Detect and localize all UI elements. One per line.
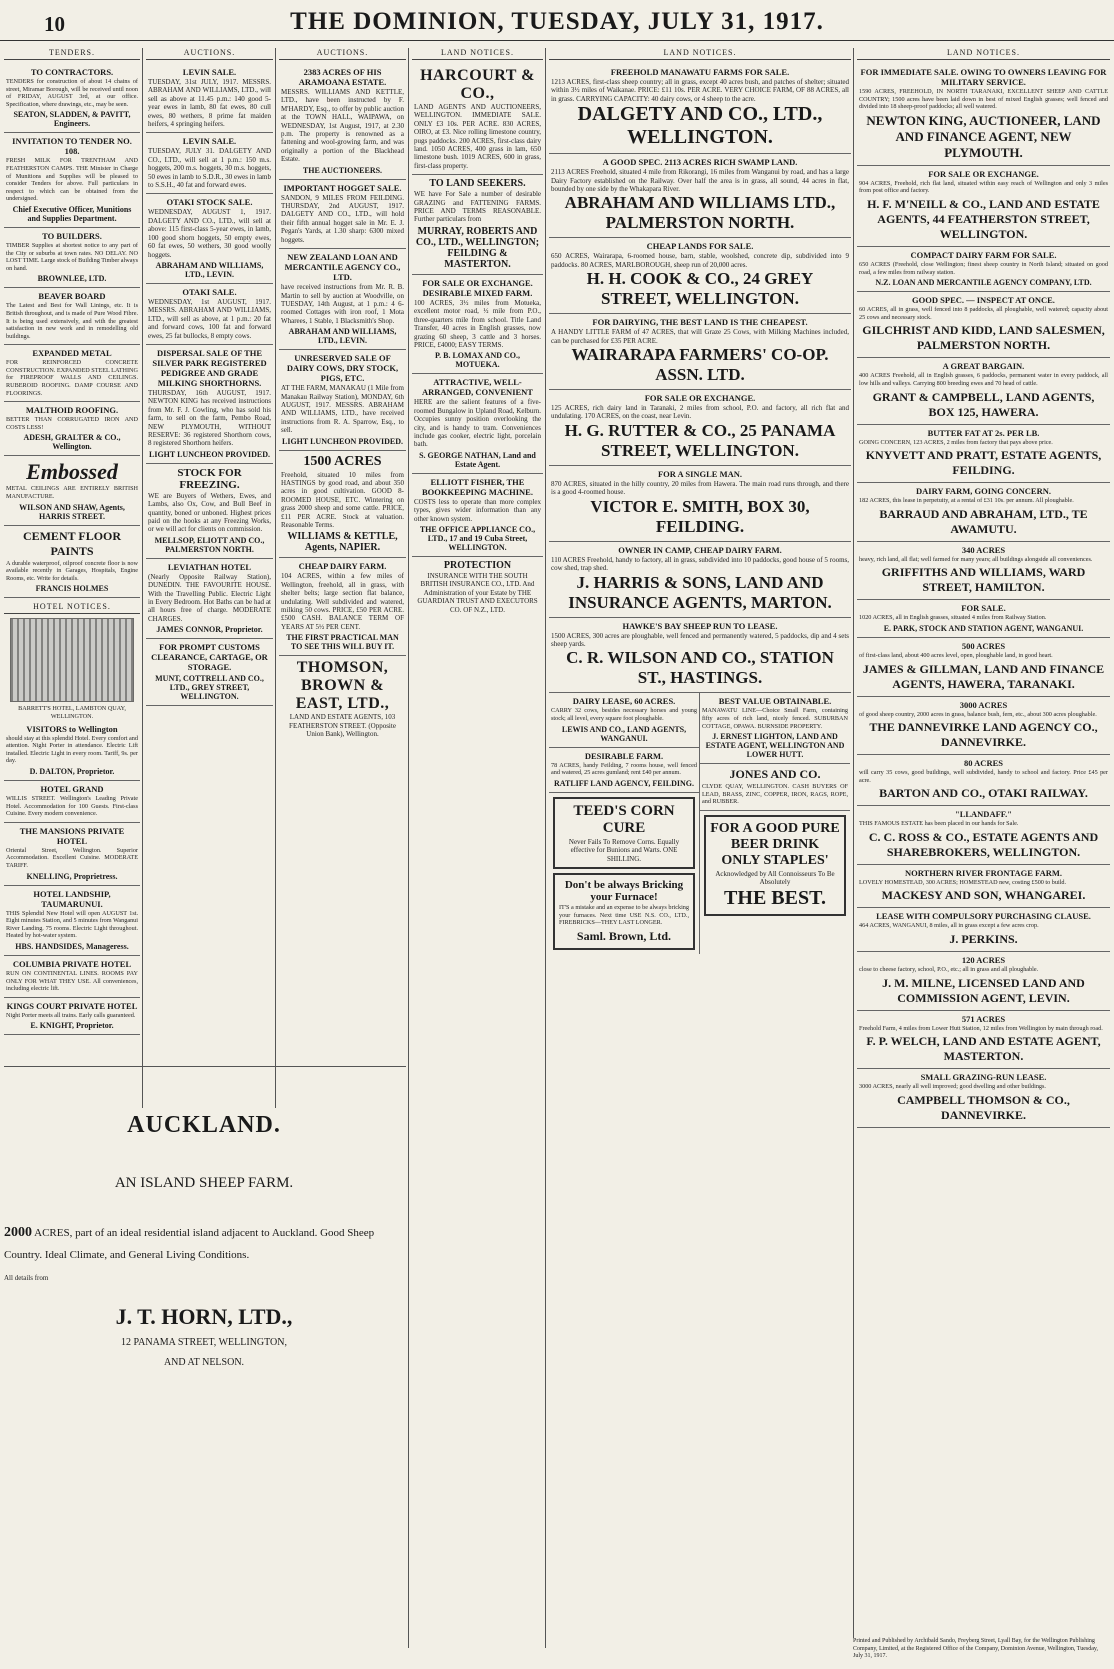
ad-heading: DESIRABLE FARM. xyxy=(584,750,664,761)
ad xyxy=(412,175,543,275)
ad xyxy=(279,558,406,656)
ad-text: 650 ACRES, Wairarapa, 6-roomed house, barn, stable, woolshed, concrete dip, subdivided into 9 paddocks. 80 ACRES, MARLBOROUGH, sheep run of 20,000 acres. xyxy=(551,252,849,269)
ad-heading: SMALL GRAZING-RUN LEASE. xyxy=(920,1072,1047,1083)
ad-text: MESSRS. WILLIAMS AND KETTLE, LTD., have been instructed by F. M'HARDY, Esq., to offer by public auction at the TOWN HALL, WAIPAWA, on WEDNESDAY, 1st August, 1917, at 2.30 p.m. The property is renowned as a fattening and wool-growing farm, and was originally a portion of the Blackhead Estate. xyxy=(281,88,404,164)
ad-display-heading: J. HARRIS & SONS, LAND AND INSURANCE AGENTS, MARTON. xyxy=(568,572,832,612)
ad xyxy=(4,228,140,288)
ad-text: 3000 ACRES, nearly all well improved; good dwelling and other buildings. xyxy=(859,1083,1046,1091)
ad-text: THIS FAMOUS ESTATE has been placed in our hands for Sale. xyxy=(859,820,1019,828)
ad-corn-cure xyxy=(553,797,695,869)
ad xyxy=(4,402,140,456)
ad-signature: ABRAHAM AND WILLIAMS, LTD., LEVIN. xyxy=(155,260,264,279)
ad-text: TIMBER Supplies at shortest notice to any part of the City or suburbs at town rates. NO DELAY. NO LOST TIME. Large stock of Building Timber always on hand. xyxy=(6,241,138,272)
ad-heading: PROTECTION xyxy=(443,559,512,571)
ad-subcolumn xyxy=(700,693,850,953)
ad-auckland-sheep-farm xyxy=(4,1112,404,1370)
ad-signature: CAMPBELL THOMSON & CO., DANNEVIRKE. xyxy=(897,1092,1070,1122)
ad-signature: MURRAY, ROBERTS AND CO., LTD., WELLINGTON; FEILDING & MASTERTON. xyxy=(415,225,540,270)
ad xyxy=(279,249,406,350)
ad xyxy=(412,374,543,473)
ad-text: 1500 ACRES, 300 acres are ploughable, well fenced and permanently watered, 5 paddocks, dip and 4 sets sheep yards. xyxy=(551,631,849,648)
ad-heading: JONES AND CO. xyxy=(729,767,821,782)
ad-display-heading: WAIRARAPA FARMERS' CO-OP. ASSN. LTD. xyxy=(571,345,829,385)
column-header: LAND NOTICES. xyxy=(412,48,543,60)
ad xyxy=(146,639,273,706)
ad-text: 60 ACRES, all in grass, well fenced into 8 paddocks, all ploughable, well watered; capacity about 25 cows and necessary stock. xyxy=(859,306,1108,321)
ad-signature: Saml. Brown, Ltd. xyxy=(576,928,672,943)
ad-signature: RATLIFF LAND AGENCY, FEILDING. xyxy=(554,778,694,788)
ad-signature: ADESH, GRALTER & CO., Wellington. xyxy=(23,433,121,452)
ad-text: Acknowledged by All Connoisseurs To Be Absolutely xyxy=(715,869,835,887)
ad-text: 1213 ACRES, first-class sheep country; all in grass, except 40 acres bush, and patches of shelter; situated within 3½ miles of Waikanae. PRICE: £11 10s. PER ACRE. VERY CHOICE FARM, OF 88 ACRES, all in grass. CARRYING CAPACITY: 40 dairy cows, or 4 sheep to the acre. xyxy=(551,78,849,103)
ad-signature: THE AUCTIONEERS. xyxy=(302,165,383,175)
ad-heading: COMPACT DAIRY FARM FOR SALE. xyxy=(910,249,1057,260)
ad-heading: VISITORS to Wellington xyxy=(26,723,118,734)
ad-details-note: All details from xyxy=(4,1274,49,1282)
ad-heading: FOR DAIRYING, THE BEST LAND IS THE CHEAPEST. xyxy=(592,317,808,328)
ad-signature: MELLSOP, ELIOTT AND CO., PALMERSTON NORTH. xyxy=(154,535,265,554)
ad-text: THURSDAY, 16th AUGUST, 1917. NEWTON KING has received instructions from Mr. F. J. Cowling, who has sold his farm, to sell on the farm, Pembo Road, NEW PLYMOUTH, WITHOUT RESERVE: 36 registered Shorthorn cows, 8 registered Shorthorn heifers. xyxy=(148,388,271,448)
ad xyxy=(146,345,273,464)
ad-text: METAL CEILINGS ARE ENTIRELY BRITISH MANUFACTURE. xyxy=(6,485,138,501)
ad-signature: THE OFFICE APPLIANCE CO., LTD., 17 and 19 Cuba Street, WELLINGTON. xyxy=(419,524,536,552)
ad xyxy=(279,451,406,559)
ad xyxy=(412,275,543,374)
column-rule xyxy=(408,48,409,1648)
ad xyxy=(549,466,851,542)
ad-text: LAND AGENTS AND AUCTIONEERS, WELLINGTON. IMMEDIATE SALE. ONLY £3 10s. PER ACRE. 830 ACRES, OIRO, at £3. Nice rolling limestone country, pugs paddocks. 200 ACRES, first-class dairy land. 1050 ACRES, 400 grass in lam, 650 limestone bush. 1019 ACRES, 600 in grass, first-class property. xyxy=(414,103,541,170)
ad-text: TUESDAY, JULY 31. DALGETY AND CO., LTD., will sell at 1 p.m.: 150 m.s. hoggets, 200 m.s. hoggets, 30 m.s. hoggets, 50 ewes in lamb to S.D.R., 30 ewes in lamb to S.S.H., 40 fat and forward ewes. xyxy=(148,147,271,190)
ad-heading: FOR SALE OR EXCHANGE. xyxy=(928,168,1039,179)
ad-text: LAND AND ESTATE AGENTS, 103 FEATHERSTON STREET. (Opposite Union Bank), Wellington. xyxy=(289,713,396,739)
ad-text: The Latest and Best for Wall Linings, etc. It is British throughout, and is made of Pure Wood Fibre. It is being used extensively, and with the greatest satisfaction in new work and in remodelling old buildings. xyxy=(6,302,138,340)
ad-signature: FRANCIS HOLMES xyxy=(35,584,109,594)
ad-signature: KNELLING, Proprietress. xyxy=(26,871,118,881)
ad-text: AT THE FARM, MANAKAU (1 Mile from Manakau Railway Station), MONDAY, 6th AUGUST, 1917. MESSRS. ABRAHAM AND WILLIAMS, LTD., have received instructions from R. A. Sparrow, Esq., to sell. xyxy=(281,384,404,435)
ad-text: Freehold, situated 10 miles from HASTINGS by good road, and about 350 acres in good cultivation. GOOD 8-ROOMED HOUSE, ETC. Wintering on grass 2000 sheep and some cattle. PRICE, £11 PER ACRE. Stock at valuation. Reasonable Terms. xyxy=(281,470,404,529)
ad-text: FRESH MILK FOR TRENTHAM AND FEATHERSTON CAMPS. THE Minister in Charge of Munitions and Supplies will be pleased to consider Tenders for above. Full particulars in respect to which can be obtained from the undersigned. xyxy=(6,157,138,203)
ad-heading: COLUMBIA PRIVATE HOTEL xyxy=(12,958,132,969)
ad xyxy=(4,781,140,823)
ad xyxy=(857,638,1110,697)
ad xyxy=(857,425,1110,484)
ad-text: THIS Splendid New Hotel will open AUGUST 1st. Eight minutes Station, and 5 minutes from Wanganui River Landing. 75 rooms. Electric Light throughout. Heated by hot-water system. xyxy=(6,909,138,940)
ad-signature: SEATON, SLADDEN, & PAVITT, Engineers. xyxy=(13,110,131,129)
ad-text: WEDNESDAY, AUGUST 1, 1917. DALGETY AND CO., LTD., will sell at above: 115 first-class 5-year ewes, in lamb, 100 good shorn hoggets, 50 empty ewes, 60 fat ewes, 50 wethers, 30 good woolly hoggets. xyxy=(148,208,271,259)
paper-title: THE DOMINION, TUESDAY, JULY 31, 1917. xyxy=(290,8,824,35)
ad-heading: FOR PROMPT CUSTOMS CLEARANCE, CARTAGE, OR STORAGE. xyxy=(151,642,268,673)
ad xyxy=(4,345,140,402)
ad-text: of first-class land, about 400 acres level, open, ploughable land, in good heart. xyxy=(859,651,1053,659)
ad-signature: D. DALTON, Proprietor. xyxy=(29,766,115,776)
ad-heading: FOR SALE. xyxy=(961,603,1006,614)
ad-heading: A GREAT BARGAIN. xyxy=(942,361,1025,372)
column-tenders xyxy=(4,48,140,1108)
ad-text: MANAWATU LINE—Choice Small Farm, containing fifty acres of rich land, nicely fenced. SUBURBAN COTTAGE, OPAWA. BURNSIDE PROPERTY. xyxy=(702,707,848,730)
ad-heading: STOCK FOR FREEZING. xyxy=(177,466,242,491)
ad-heading: "LLANDAFF." xyxy=(954,809,1013,820)
ad xyxy=(549,314,851,390)
acreage: 2000 xyxy=(4,1225,32,1240)
ad xyxy=(4,886,140,956)
ad-heading: UNRESERVED SALE OF DAIRY COWS, DRY STOCK, PIGS, ETC. xyxy=(286,353,399,384)
ad-heading: INVITATION TO TENDER NO. 108. xyxy=(12,136,132,157)
ad xyxy=(4,823,140,886)
ad-signature: JAMES & GILLMAN, LAND AND FINANCE AGENTS, HAWERA, TARANAKI. xyxy=(862,661,1105,691)
ad-heading: CEMENT FLOOR PAINTS xyxy=(22,528,122,558)
ad-text: 464 ACRES, WANGANUI, 8 miles, all in grass except a few acres crop. xyxy=(859,922,1039,930)
ad xyxy=(4,721,140,781)
ad-signature: BARTON AND CO., OTAKI RAILWAY. xyxy=(879,786,1088,801)
ad-heading: ATTRACTIVE, WELL-ARRANGED, CONVENIENT xyxy=(422,377,533,398)
ad-description: ACRES, part of an ideal residential island adjacent to Auckland. Good Sheep Country. Ideal Climate, and General Living Conditions. xyxy=(4,1227,375,1261)
ad-signature: MACKESY AND SON, WHANGAREI. xyxy=(881,888,1086,903)
ad-text: 2113 ACRES Freehold, situated 4 mile from Rikorangi, 16 miles from Wanganui by road, and has a large Dairy Factory established on the Railway. Over half the area is in grass, all sound, 44 acres in flat, bounded by one side by the Whakapara River. xyxy=(551,168,849,194)
ad-signature: WILLIAMS & KETTLE, Agents, NAPIER. xyxy=(287,531,398,554)
ad xyxy=(857,908,1110,952)
ad-text: Oriental Street, Wellington. Superior Accommodation. Excellent Cuisine. MODERATE TARIFF. xyxy=(6,846,138,869)
ad-text: GOING CONCERN, 123 ACRES, 2 miles from factory that pays above price. xyxy=(859,438,1053,446)
ad xyxy=(857,755,1110,806)
ad-signature: BARRAUD AND ABRAHAM, LTD., TE AWAMUTU. xyxy=(879,506,1088,536)
ad-heading: BUTTER FAT AT 2s. PER LB. xyxy=(927,427,1040,438)
ad-text: Freehold Farm, 4 miles from Lower Hutt Station, 12 miles from Wellington by main through road. xyxy=(859,1024,1103,1032)
ad-firebricks xyxy=(553,873,695,950)
ad-signature: GRIFFITHS AND WILLIAMS, WARD STREET, HAMILTON. xyxy=(881,565,1086,595)
ad xyxy=(4,956,140,998)
hotel-engraving xyxy=(10,618,134,702)
ad-signature: E. PARK, STOCK AND STATION AGENT, WANGANUI. xyxy=(883,623,1084,633)
ad-staples-beer xyxy=(704,815,846,916)
ad-heading: THE MANSIONS PRIVATE HOTEL xyxy=(19,825,125,846)
ad xyxy=(549,154,851,238)
ad xyxy=(857,166,1110,247)
ad-heading: FREEHOLD MANAWATU FARMS FOR SALE. xyxy=(610,67,790,77)
ad-signature: S. GEORGE NATHAN, Land and Estate Agent. xyxy=(419,450,536,469)
ad-heading: A GOOD SPEC. 2113 ACRES RICH SWAMP LAND. xyxy=(602,157,798,168)
ad-text: have received instructions from Mr. R. B. Martin to sell by auction at Woodville, on TUESDAY, 14th August, at 1 p.m.: 4 6-roomed Cottages with iron roof, 1 Mota Wharees, 1 Stable, 1 Blacksmith's Shop. xyxy=(281,283,404,325)
ad-text: Night Porter meets all trains. Early calls guaranteed. xyxy=(6,1011,136,1019)
column-header: LAND NOTICES. xyxy=(857,48,1110,60)
ad xyxy=(146,194,273,283)
ad-heading: GOOD SPEC. — INSPECT AT ONCE. xyxy=(912,295,1055,306)
ad-text: WEDNESDAY, 1st AUGUST, 1917. MESSRS. ABRAHAM AND WILLIAMS, LTD., will sell as above, at 1 p.m.: 20 fat and forward cows, 100 fat and forward ewes, 25 fat bullocks, 8 empty cows. xyxy=(148,297,271,340)
ad xyxy=(857,292,1110,358)
column-land-notices-3 xyxy=(857,48,1110,1636)
ad-heading: FOR A GOOD PURE BEER DRINK ONLY STAPLES' xyxy=(710,820,840,868)
ad-heading: 500 ACRES xyxy=(961,640,1006,651)
ad xyxy=(549,390,851,466)
ad-heading: LEASE WITH COMPULSORY PURCHASING CLAUSE. xyxy=(876,911,1091,922)
ad xyxy=(4,64,140,133)
ad-heading: BEAVER BOARD xyxy=(38,291,106,302)
ad-heading: FOR SALE OR EXCHANGE. xyxy=(644,393,756,404)
column-land-notices-2 xyxy=(549,48,851,1648)
ad-text: close to cheese factory, school, P.O., etc.; all in grass and all ploughable. xyxy=(859,966,1039,974)
ad-row xyxy=(549,693,851,953)
ad-signature: F. P. WELCH, LAND AND ESTATE AGENT, MASTERTON. xyxy=(866,1034,1101,1064)
ad-signature: LEWIS AND CO., LAND AGENTS, WANGANUI. xyxy=(561,724,687,743)
ad xyxy=(279,64,406,180)
ad-display-heading: DALGETY AND CO., LTD., WELLINGTON. xyxy=(577,103,823,149)
ad-signature: KNYVETT AND PRATT, ESTATE AGENTS, FEILDING. xyxy=(865,448,1102,478)
ad-text xyxy=(4,1222,404,1266)
ad xyxy=(700,764,850,811)
ad xyxy=(146,464,273,559)
ad-heading: LEVIATHAN HOTEL xyxy=(167,561,252,572)
ad xyxy=(549,64,851,154)
ad-heading: DAIRY FARM, GOING CONCERN. xyxy=(916,486,1051,497)
ad xyxy=(857,865,1110,909)
ad-heading: 3000 ACRES xyxy=(959,699,1008,710)
ad-text: COSTS less to operate than more complex types, gives wider information than any other known system. xyxy=(414,497,541,523)
ad-display-heading: H. H. COOK & CO., 24 GREY STREET, WELLINGTON. xyxy=(586,269,814,309)
ad-text: Never Fails To Remove Corns. Equally effective for Bunions and Warts. ONE SHILLING. xyxy=(568,837,680,863)
ad xyxy=(857,64,1110,166)
ad-heading: 2383 ACRES OF HIS ARAMOANA ESTATE. xyxy=(298,67,387,87)
ad-signature: NEWTON KING, AUCTIONEER, LAND AND FINANCE AGENT, NEW PLYMOUTH. xyxy=(866,112,1101,160)
ad-text: CLYDE QUAY, WELLINGTON. CASH BUYERS OF LEAD, BRASS, ZINC, COPPER, IRON, RAGS, ROPE, and RUBBER. xyxy=(702,783,848,806)
ad-heading: 80 ACRES xyxy=(964,758,1003,769)
ad-display-heading: C. R. WILSON AND CO., STATION ST., HASTINGS. xyxy=(566,648,834,688)
ad-text: should stay at this splendid Hotel. Every comfort and attention. Night Porter in attendance. Electric Lift installed. Electric Light in every room. Tariff, 9s. per day. xyxy=(6,734,138,765)
ad xyxy=(857,358,1110,424)
ad-text: 110 ACRES Freehold, handy to factory, all in grass, subdivided into 10 paddocks, good house of 5 rooms, cow shed, trap shed. xyxy=(551,555,849,573)
ad-signature: Chief Executive Officer, Munitions and Supplies Department. xyxy=(12,204,132,223)
ad-text: TUESDAY, 31st JULY, 1917. MESSRS. ABRAHAM AND WILLIAMS, LTD., will sell as above at 11.45 p.m.: 140 good 5-year ewes in lamb, 80 fat ewes, 80 cull ewes, 80 wethers, 8 prime fat maiden heifers, 4 springing heifers. xyxy=(148,78,271,129)
ad xyxy=(4,998,140,1036)
ad-cement-paints xyxy=(4,526,140,599)
column-auctions-1 xyxy=(146,48,273,1108)
ad-text: CARRY 32 cows, besides necessary horses and young stock; all level, every square foot ploughable. xyxy=(551,707,697,722)
ad xyxy=(146,284,273,345)
ad xyxy=(700,693,850,764)
ad-signature: THE FIRST PRACTICAL MAN TO SEE THIS WILL BUY IT. xyxy=(286,633,399,652)
ad xyxy=(146,133,273,194)
ad-heading: AN ISLAND SHEEP FARM. xyxy=(114,1175,294,1191)
ad-text: 104 ACRES, within a few miles of Wellington, freehold, all in grass, with shelter belts; large section flat balance, undulating. Well subdivided and watered, milking 50 cows. PRICE, £50 PER ACRE. £500 CASH. BALANCE TERM OF YEARS AT 5½ PER CENT. xyxy=(281,572,404,631)
ad xyxy=(549,618,851,694)
ad-signature: P. B. LOMAX AND CO., MOTUEKA. xyxy=(434,351,521,370)
ad-heading: TO BUILDERS. xyxy=(42,230,102,241)
ad-text: heavy, rich land, all flat; well farmed for many years; all buildings alongside all conveniences. xyxy=(859,555,1093,563)
ad-display-heading: ABRAHAM AND WILLIAMS LTD., PALMERSTON NORTH. xyxy=(564,193,836,233)
ad-firm-name: J. T. HORN, LTD., xyxy=(115,1304,293,1330)
ad-signature: H. F. M'NEILL & CO., LAND AND ESTATE AGENTS, 44 FEATHERSTON STREET, WELLINGTON. xyxy=(867,196,1100,241)
ad xyxy=(857,806,1110,865)
section-rule xyxy=(4,1066,406,1067)
ad-text: TENDERS for construction of about 14 chains of street, Miramar Borough, will be received until noon of FRIDAY, AUGUST 3rd, at our office. Specification, where drawings, etc., may be seen. xyxy=(6,78,138,108)
ad-text: A durable waterproof, oilproof concrete floor is now available recently in Garages, Hospitals, Engine Rooms, etc. Write for details. xyxy=(6,559,138,582)
column-rule xyxy=(142,48,143,1108)
ad xyxy=(857,247,1110,292)
ad-embossed-ceilings xyxy=(4,456,140,525)
ad-text: 400 ACRES Freehold, all in English grasses, 6 paddocks, permanent water in every paddock, all low hills and valleys. Carrying 800 breeding ewes and 70 head of cattle. xyxy=(859,372,1108,387)
ad-heading: EXPANDED METAL xyxy=(32,348,112,359)
ad xyxy=(412,474,543,557)
ad-display-heading: VICTOR E. SMITH, BOX 30, FEILDING. xyxy=(590,496,810,536)
ad xyxy=(549,748,699,793)
ad-display-heading: THE BEST. xyxy=(724,886,826,909)
ad-display-heading: THOMSON, BROWN & EAST, LTD., xyxy=(295,659,390,713)
ad-heading: OWNER IN CAMP, CHEAP DAIRY FARM. xyxy=(618,544,782,555)
ad-signature: E. KNIGHT, Proprietor. xyxy=(30,1021,114,1031)
ad-heading: 120 ACRES xyxy=(961,955,1006,966)
ad-heading: BEST VALUE OBTAINABLE. xyxy=(718,696,832,707)
ad-heading: FOR A SINGLE MAN. xyxy=(657,468,743,479)
ad-heading: CHEAP DAIRY FARM. xyxy=(298,561,387,572)
ad-heading: FOR SALE OR EXCHANGE. DESIRABLE MIXED FARM. xyxy=(422,277,533,298)
ad-heading: NORTHERN RIVER FRONTAGE FARM. xyxy=(904,867,1063,878)
column-header: TENDERS. xyxy=(4,48,140,60)
ad-heading: TEED'S CORN CURE xyxy=(573,802,675,836)
ad-display-heading: HARCOURT & CO., xyxy=(420,67,535,102)
ad-signature: WILSON AND SHAW, Agents, HARRIS STREET. xyxy=(19,502,125,521)
ad-heading: HOTEL LANDSHIP, TAUMARUNUI. xyxy=(33,888,111,909)
ad-heading: CHEAP LANDS FOR SALE. xyxy=(646,241,754,252)
page-number: 10 xyxy=(44,12,65,36)
ad-signature: BROWNLEE, LTD. xyxy=(37,274,107,284)
ad-signature: C. C. ROSS & CO., ESTATE AGENTS AND SHAREBROKERS, WELLINGTON. xyxy=(868,829,1099,859)
ad-text: 78 ACRES, handy Feilding, 7 rooms house, well fenced and watered, 25 acres gumland; rent £40 per annum. xyxy=(551,761,697,777)
ad-heading: LEVIN SALE. xyxy=(182,67,237,77)
column-header: AUCTIONS. xyxy=(146,48,273,60)
ad xyxy=(412,557,543,618)
column-auctions-2 xyxy=(279,48,406,1108)
ad-signature: HBS. HANDSIDES, Manageress. xyxy=(15,941,129,951)
ad-display-heading: H. G. RUTTER & CO., 25 PANAMA STREET, WELLINGTON. xyxy=(564,420,836,460)
ad-heading: IMPORTANT HOGGET SALE. xyxy=(283,182,402,193)
ad-heading: TO CONTRACTORS. xyxy=(30,67,114,77)
ad xyxy=(4,133,140,228)
ad xyxy=(549,542,851,618)
ad-text: WILLIS STREET. Wellington's Leading Private Hotel. Accommodation for 100 Guests. First-class Cuisine. Every modern convenience. xyxy=(6,794,138,818)
ad-subcolumn xyxy=(549,693,700,953)
ad-heading: DAIRY LEASE, 60 ACRES. xyxy=(572,696,676,707)
ad-text: A HANDY LITTLE FARM of 47 ACRES, that will Graze 25 Cows, with Milking Machines included, can be purchased for £35 PER ACRE. xyxy=(551,328,849,345)
ad-heading: KINGS COURT PRIVATE HOTEL xyxy=(6,1000,138,1011)
ad-text: (Nearly Opposite Railway Station), DUNEDIN. THE FAVOURITE HOUSE. With the Travelling Public. Electric Light in Every Bedroom. Hot Baths can be had at all hours free of charge. MODERATE CHARGES. xyxy=(148,572,271,623)
ad-signature: N.Z. LOAN AND MERCANTILE AGENCY COMPANY, LTD. xyxy=(875,278,1092,288)
ad xyxy=(146,64,273,133)
column-land-notices-1 xyxy=(412,48,543,1648)
ad-text: 1590 ACRES, FREEHOLD, IN NORTH TARANAKI, EXCELLENT SHEEP AND CATTLE COUNTRY; 1500 acres have been laid down in best of mixed English grasses; well fenced and divided into 18 sheep-proof paddocks; all well watered. xyxy=(859,88,1108,111)
imprint-footer: Printed and Published by Archibald Sando, Freyberg Street, Lyall Bay, for the Wellington Publishing Company, Limited, at the Registered Office of the Company, Dominion Avenue, Wellington, Tuesday, July 31, 1917. xyxy=(853,1638,1098,1659)
ad xyxy=(279,350,406,450)
ad-heading: OTAKI STOCK SALE. xyxy=(166,197,253,208)
ad-signature: J. M. MILNE, LICENSED LAND AND COMMISSION AGENT, LEVIN. xyxy=(882,975,1085,1005)
ad-signature: LIGHT LUNCHEON PROVIDED. xyxy=(149,449,270,459)
ad xyxy=(857,1069,1110,1128)
ad-text: FOR REINFORCED CONCRETE CONSTRUCTION. EXPANDED STEEL LATHING for FIREPROOF WALLS AND CEILINGS. RUBEROID ROOFING. DAMP COURSE AND FLOORINGS. xyxy=(6,359,138,397)
ad-heading: 340 ACRES xyxy=(961,544,1006,555)
ad-text: RUN ON CONTINENTAL LINES. ROOMS PAY ONLY FOR WHAT THEY USE. All conveniences, including electric lift. xyxy=(6,969,138,993)
ad-heading: HAWKE'S BAY SHEEP RUN TO LEASE. xyxy=(622,620,778,631)
ad-text: WE have For Sale a number of desirable GRAZING and FATTENING FARMS. PRICE AND TERMS REASONABLE. Further particulars from xyxy=(414,190,541,224)
ad-heading: NEW ZEALAND LOAN AND MERCANTILE AGENCY CO., LTD. xyxy=(284,252,401,283)
ad xyxy=(857,542,1110,601)
ad-text: 182 ACRES, this lease in perpetuity, at a rental of £31 10s. per annum. All ploughable. xyxy=(859,497,1074,505)
ad-heading: TO LAND SEEKERS. xyxy=(429,178,526,190)
column-rule xyxy=(545,48,546,1648)
ad-heading: OTAKI SALE. xyxy=(182,286,237,297)
ad xyxy=(279,180,406,249)
ad xyxy=(549,693,699,747)
column-header: AUCTIONS. xyxy=(279,48,406,60)
ad-signature: ABRAHAM AND WILLIAMS, LTD., LEVIN. xyxy=(288,327,397,346)
ad-region-heading: AUCKLAND. xyxy=(127,1112,281,1138)
ad-display-heading: Embossed xyxy=(26,459,118,485)
ad-signature: J. PERKINS. xyxy=(949,932,1018,947)
ad-heading: ELLIOTT FISHER, THE BOOKKEEPING MACHINE. xyxy=(422,476,533,497)
column-header: LAND NOTICES. xyxy=(549,48,851,60)
ad-text: LOVELY HOMESTEAD, 300 ACRES; HOMESTEAD new, costing £500 to build. xyxy=(859,878,1067,886)
ad xyxy=(857,600,1110,638)
ad-text: SANDON, 9 MILES FROM FEILDING. THURSDAY, 2nd AUGUST, 1917. DALGETY AND CO., LTD., will hold their fifth annual hogget sale in Mr. E. J. Pegan's Yards, at 1.30 sharp: 6300 mixed hoggets. xyxy=(281,193,404,244)
masthead xyxy=(0,0,1114,41)
ad xyxy=(857,697,1110,756)
ad-signature: GILCHRIST AND KIDD, LAND SALESMEN, PALMERSTON NORTH. xyxy=(862,323,1105,353)
ad-heading: Don't be always Bricking your Furnace! xyxy=(564,878,684,903)
ad xyxy=(857,483,1110,542)
hotel-caption: BARRETT'S HOTEL, LAMBTON QUAY, WELLINGTON. xyxy=(18,705,126,720)
ad-address: 12 PANAMA STREET, WELLINGTON, xyxy=(120,1337,288,1349)
ad-signature: THE DANNEVIRKE LAND AGENCY CO., DANNEVIRKE. xyxy=(869,720,1098,750)
ad-heading: LEVIN SALE. xyxy=(182,136,237,147)
ad-signature: GRANT & CAMPBELL, LAND AGENTS, BOX 125, HAWERA. xyxy=(872,389,1095,419)
ad-signature: LIGHT LUNCHEON PROVIDED. xyxy=(282,436,403,446)
ad-text: 904 ACRES, Freehold, rich flat land, situated within easy reach of Wellington and only 3 miles from post office and factory. xyxy=(859,179,1108,195)
ad-heading: DISPERSAL SALE OF THE SILVER PARK REGISTERED PEDIGREE AND GRADE MILKING SHORTHORNS. xyxy=(152,347,267,388)
ad xyxy=(549,238,851,314)
ad-text: 1020 ACRES, all in English grasses, situated 4 miles from Railway Station. xyxy=(859,614,1047,622)
ad-signature: MUNT, COTTRELL AND CO., LTD., GREY STREET, WELLINGTON. xyxy=(155,674,264,702)
ad-heading: 571 ACRES xyxy=(961,1013,1006,1024)
ad-heading: MALTHOID ROOFING. xyxy=(25,405,119,416)
ad-text: INSURANCE WITH THE SOUTH BRITISH INSURANCE CO., LTD. And Administration of your Estate by THE GUARDIAN TRUST AND EXECUTORS CO. OF N.Z., LTD. xyxy=(417,571,538,614)
ad-text: of good sheep country, 2000 acres in grass, balance bush, fern, etc., about 300 acres ploughable. xyxy=(859,710,1097,718)
ad xyxy=(412,64,543,175)
ad-text: will carry 35 cows, good buildings, well subdivided, handy to school and factory. Price £45 per acre. xyxy=(859,769,1108,784)
column-rule xyxy=(853,48,854,1638)
ad-text: WE are Buyers of Wethers, Ewes, and Lambs, also Ox, Cow, and Bull Beef in quantity, boned or unboned. Highest prices paid on the hooks at any Freezing Works, or we will act for clients on commission. xyxy=(148,491,271,534)
ad-address: AND AT NELSON. xyxy=(163,1357,245,1369)
ad-text: BETTER THAN CORRUGATED IRON AND COSTS LESS! xyxy=(6,416,138,431)
ad-text: IT'S a mistake and an expense to be always bricking your furnaces. Next time USE N.S. CO., LTD., FIREBRICKS—THEY LAST LONGER. xyxy=(559,903,689,927)
ad-heading: HOTEL GRAND xyxy=(40,783,104,794)
ad-signature: JAMES CONNOR, Proprietor. xyxy=(156,625,263,635)
ad-text: 100 ACRES, 3½ miles from Motueka, excellent motor road, ½ mile from P.O., three-quarters mile from school. Title Land Transfer, 40 acres in English grasses, now grazing 60 sheep, 3 cattle and 3 horses. PRICE, £4000; EASY TERMS. xyxy=(414,298,541,349)
ad-text: 125 ACRES, rich dairy land in Taranaki, 2 miles from school, P.O. and factory, all rich flat and undulating. 170 ACRES, on the coast, near Levin. xyxy=(551,404,849,421)
ad xyxy=(146,559,273,639)
ad-text: 650 ACRES (Freehold, close Wellington; finest sheep country in North Island; situated on good road, a few miles from railway station. xyxy=(859,260,1108,276)
ad-text: HERE are the salient features of a five-roomed Bungalow in Upland Road, Kelburn. Occupies sunny position overlooking the city, and is handy to tram. Conveniences include gas cooker, electric light, porcelain bath. xyxy=(414,398,541,449)
ad xyxy=(4,288,140,345)
column-rule xyxy=(275,48,276,1108)
ad-heading: FOR IMMEDIATE SALE. OWING TO OWNERS LEAVING FOR MILITARY SERVICE. xyxy=(860,67,1107,87)
ad xyxy=(857,952,1110,1011)
ad xyxy=(279,656,406,742)
column-header: HOTEL NOTICES. xyxy=(4,602,140,614)
ad-signature: J. ERNEST LIGHTON, LAND AND ESTATE AGENT, WELLINGTON AND LOWER HUTT. xyxy=(705,732,845,760)
ad-heading: 1500 ACRES xyxy=(303,453,382,469)
ad xyxy=(857,1011,1110,1070)
ad-text: 870 ACRES, situated in the hilly country, 20 miles from Hawera. The main road runs through, and there is a good 4-roomed house. xyxy=(551,479,849,497)
